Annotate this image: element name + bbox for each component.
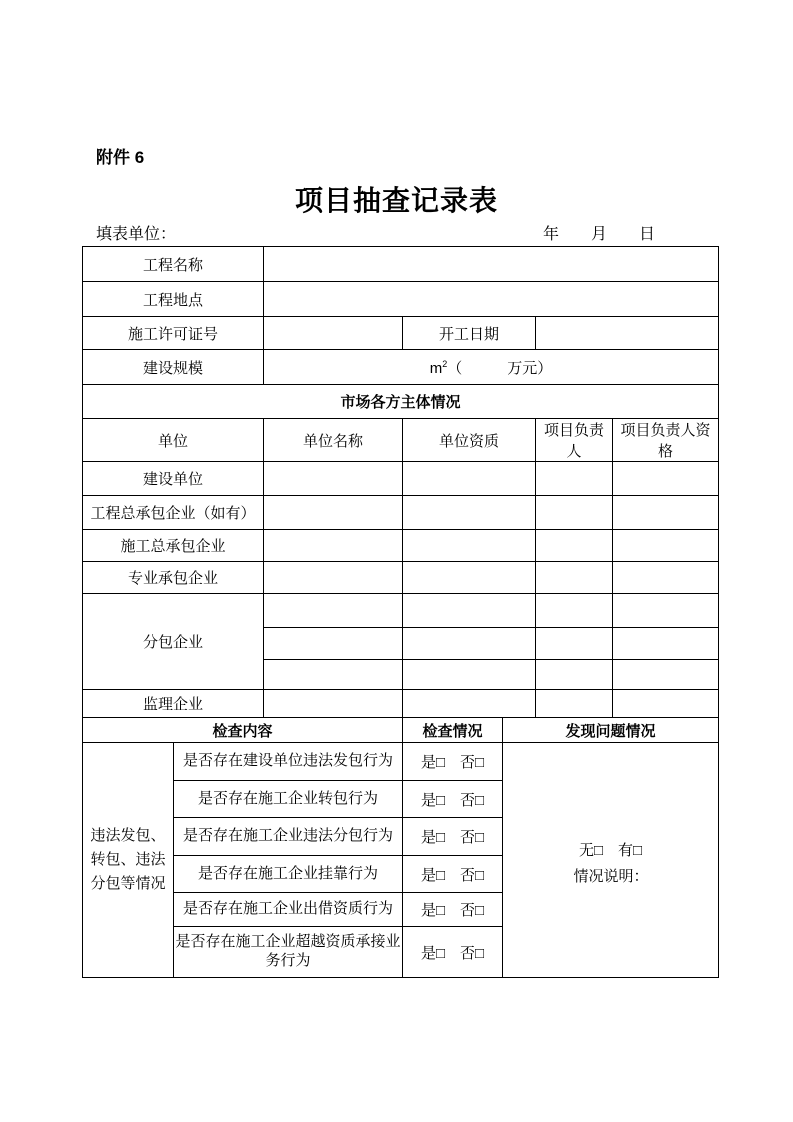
project-location-value-cell[interactable]	[264, 282, 719, 317]
market-value-cell[interactable]	[403, 462, 536, 496]
market-value-cell[interactable]	[403, 496, 536, 530]
market-value-cell[interactable]	[613, 690, 719, 718]
answer-checkbox-cell[interactable]: 是□ 否□	[403, 818, 503, 856]
market-value-cell[interactable]	[613, 530, 719, 562]
market-value-cell[interactable]	[403, 690, 536, 718]
market-row-label-construction-unit: 建设单位	[83, 462, 264, 496]
answer-checkbox-cell[interactable]: 是□ 否□	[403, 927, 503, 978]
market-header-leader: 项目负责人	[536, 419, 613, 462]
market-value-cell[interactable]	[264, 496, 403, 530]
scale-label: 建设规模	[83, 350, 264, 385]
market-header-leader-qualification: 项目负责人资格	[613, 419, 719, 462]
market-value-cell[interactable]	[536, 594, 613, 628]
subheader-row	[96, 221, 655, 244]
market-value-cell[interactable]	[264, 660, 403, 690]
market-value-cell[interactable]	[264, 628, 403, 660]
inspection-problems-header: 发现问题情况	[503, 718, 719, 743]
inspection-content-header: 检查内容	[83, 718, 403, 743]
market-value-cell[interactable]	[613, 562, 719, 594]
permit-no-value-cell[interactable]	[264, 317, 403, 350]
start-date-value-cell[interactable]	[536, 317, 719, 350]
question-illegal-award: 是否存在建设单位违法发包行为	[174, 743, 403, 781]
scale-unit-rest: （ 万元）	[447, 359, 553, 377]
project-name-label: 工程名称	[83, 247, 264, 282]
market-value-cell[interactable]	[264, 594, 403, 628]
market-header-unit: 单位	[83, 419, 264, 462]
market-value-cell[interactable]	[264, 462, 403, 496]
market-value-cell[interactable]	[536, 628, 613, 660]
scale-value-cell[interactable]	[264, 350, 719, 385]
explain-label: 情况说明：	[573, 868, 649, 885]
market-value-cell[interactable]	[536, 690, 613, 718]
market-value-cell[interactable]	[536, 530, 613, 562]
attachment-label: 附件 6	[96, 148, 145, 167]
market-row-label-epc-enterprise: 工程总承包企业（如有）	[83, 496, 264, 530]
violation-category-label: 违法发包、转包、违法分包等情况	[83, 743, 174, 978]
scale-unit-exponent: 2	[442, 358, 448, 369]
market-value-cell[interactable]	[403, 628, 536, 660]
project-name-value-cell[interactable]	[264, 247, 719, 282]
market-value-cell[interactable]	[613, 628, 719, 660]
market-value-cell[interactable]	[264, 562, 403, 594]
market-value-cell[interactable]	[264, 530, 403, 562]
answer-checkbox-cell[interactable]: 是□ 否□	[403, 856, 503, 893]
question-transfer-contract: 是否存在施工企业转包行为	[174, 781, 403, 818]
market-value-cell[interactable]	[613, 660, 719, 690]
page-title: 项目抽查记录表	[294, 185, 498, 216]
market-value-cell[interactable]	[264, 690, 403, 718]
market-value-cell[interactable]	[403, 660, 536, 690]
permit-no-label: 施工许可证号	[83, 317, 264, 350]
market-value-cell[interactable]	[613, 594, 719, 628]
answer-checkbox-cell[interactable]: 是□ 否□	[403, 743, 503, 781]
question-affiliation: 是否存在施工企业挂靠行为	[174, 856, 403, 893]
question-lend-qualification: 是否存在施工企业出借资质行为	[174, 893, 403, 927]
market-row-label-specialized-contractor: 专业承包企业	[83, 562, 264, 594]
market-row-label-subcontractor: 分包企业	[83, 594, 264, 690]
market-section-title: 市场各方主体情况	[83, 385, 719, 419]
market-value-cell[interactable]	[403, 562, 536, 594]
answer-checkbox-cell[interactable]: 是□ 否□	[403, 781, 503, 818]
market-value-cell[interactable]	[403, 530, 536, 562]
question-illegal-subcontract: 是否存在施工企业违法分包行为	[174, 818, 403, 856]
spot-check-form-table	[82, 246, 719, 978]
market-header-unit-name: 单位名称	[264, 419, 403, 462]
question-exceed-qualification: 是否存在施工企业超越资质承接业务行为	[174, 927, 403, 978]
market-row-label-supervision: 监理企业	[83, 690, 264, 718]
form-unit-label: 填表单位：	[96, 226, 177, 243]
market-value-cell[interactable]	[536, 462, 613, 496]
market-value-cell[interactable]	[613, 462, 719, 496]
date-label: 年 月 日	[542, 226, 655, 243]
market-value-cell[interactable]	[613, 496, 719, 530]
inspection-status-header: 检查情况	[403, 718, 503, 743]
market-value-cell[interactable]	[536, 496, 613, 530]
found-options-checkboxes[interactable]: 无□ 有□	[578, 842, 643, 859]
start-date-label: 开工日期	[403, 317, 536, 350]
project-location-label: 工程地点	[83, 282, 264, 317]
market-row-label-general-contractor: 施工总承包企业	[83, 530, 264, 562]
answer-checkbox-cell[interactable]: 是□ 否□	[403, 893, 503, 927]
market-value-cell[interactable]	[403, 594, 536, 628]
found-problems-cell[interactable]	[503, 743, 719, 978]
market-value-cell[interactable]	[536, 562, 613, 594]
market-header-qualification: 单位资质	[403, 419, 536, 462]
market-value-cell[interactable]	[536, 660, 613, 690]
scale-unit-base: m	[429, 359, 443, 377]
